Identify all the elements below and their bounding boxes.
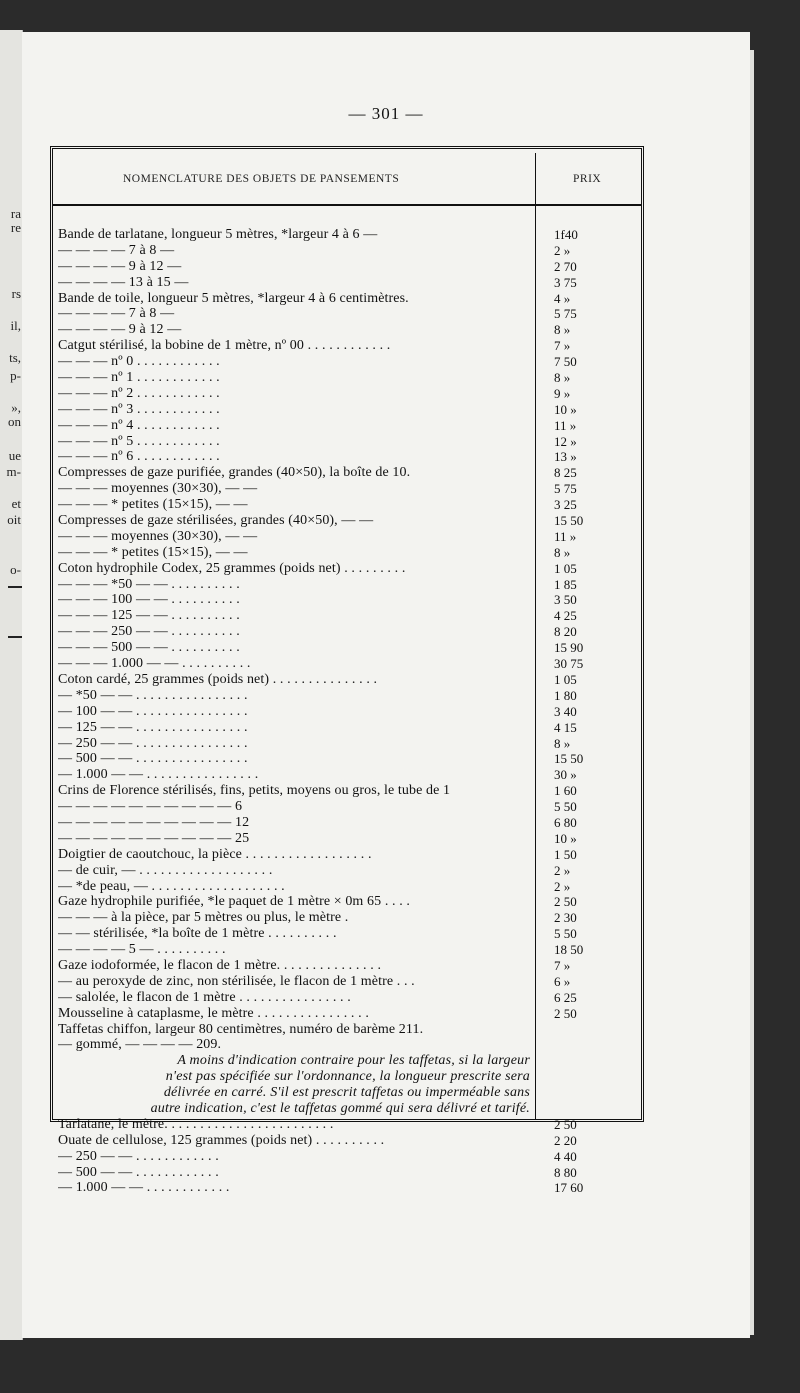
item-description: — — — * petites (15×15), — —	[58, 544, 248, 560]
table-row	[58, 910, 638, 926]
table-row	[58, 577, 638, 593]
item-price: 7 »	[554, 957, 571, 973]
column-header-nomenclature: NOMENCLATURE DES OBJETS DE PANSEMENTS	[123, 173, 400, 185]
item-price: 6 80	[554, 814, 577, 830]
left-page-text-fragment: ra	[10, 206, 21, 221]
item-description: — — — * petites (15×15), — —	[58, 497, 248, 513]
item-price: 4 25	[554, 608, 577, 624]
item-price: 1f40	[554, 227, 578, 242]
item-description: — — — 125 — — . . . . . . . . . .	[58, 608, 240, 624]
table-row	[58, 783, 638, 799]
left-page-text-fragment: m-	[6, 464, 21, 479]
item-price: 4 40	[554, 1148, 577, 1164]
item-price: 15 50	[554, 513, 584, 529]
item-price: 1 50	[554, 846, 577, 862]
item-description: Gaze hydrophile purifiée, *le paquet de 1 mètre × 0m 65 . . . .	[58, 894, 411, 910]
item-description: Compresses de gaze stérilisées, grandes (40×50), — —	[58, 513, 374, 529]
left-page-text-fragment: ts,	[9, 350, 21, 365]
column-header-price: PRIX	[573, 173, 602, 185]
item-price: 2 50	[554, 1005, 577, 1021]
table-row	[58, 386, 638, 402]
item-price: 2 50	[554, 894, 577, 910]
item-description: Doigtier de caoutchouc, la pièce . . . . . . . . . . . . . . . . . .	[58, 846, 372, 862]
table-row	[58, 529, 638, 545]
item-price: 7 »	[554, 338, 571, 354]
item-description: — 500 — — . . . . . . . . . . . .	[58, 1164, 219, 1180]
table-row	[58, 1006, 638, 1022]
table-row	[58, 879, 638, 895]
table-row	[58, 243, 638, 259]
table-row	[58, 1133, 638, 1149]
item-description: — — — moyennes (30×30), — —	[58, 528, 258, 544]
table-row	[58, 656, 638, 672]
item-price: 2 30	[554, 910, 577, 926]
item-description: — — — — — — — — — — 6	[58, 799, 243, 815]
item-price: 4 15	[554, 719, 577, 735]
item-price: 30 »	[554, 767, 577, 783]
item-price: 12 »	[554, 433, 577, 449]
left-page-text-fragment: il,	[10, 318, 21, 333]
table-note-line	[58, 1053, 638, 1069]
table-row	[58, 926, 638, 942]
table-row	[58, 227, 638, 243]
item-description: — — — nº 6 . . . . . . . . . . . .	[58, 449, 220, 465]
table-row	[58, 306, 638, 322]
item-description: autre indication, c'est le taffetas gommé qui sera délivré et tarifé.	[150, 1100, 530, 1116]
item-price: 18 50	[554, 942, 584, 958]
item-price: 17 60	[554, 1180, 584, 1196]
table-row	[58, 322, 638, 338]
table-row	[58, 402, 638, 418]
item-price: 8 25	[554, 465, 577, 481]
item-price: 2 »	[554, 242, 571, 258]
item-description: — — — nº 2 . . . . . . . . . . . .	[58, 385, 220, 401]
item-description: Mousseline à cataplasme, le mètre . . . . . . . . . . . . . . . .	[58, 1005, 369, 1021]
table-row	[58, 1149, 638, 1165]
table-row	[58, 434, 638, 450]
item-description: — — — à la pièce, par 5 mètres ou plus, le mètre .	[58, 910, 349, 926]
item-description: — — — — 13 à 15 —	[58, 274, 189, 290]
table-note-line	[58, 1101, 638, 1117]
table-row	[58, 720, 638, 736]
table-row	[58, 338, 638, 354]
item-description: — — — — — — — — — — 25	[58, 830, 250, 846]
item-description: — 100 — — . . . . . . . . . . . . . . . .	[58, 703, 248, 719]
item-description: délivrée en carré. S'il est prescrit taffetas ou imperméable sans	[163, 1085, 530, 1101]
table-row	[58, 958, 638, 974]
item-price: 8 »	[554, 544, 571, 560]
table-row	[58, 736, 638, 752]
item-description: — — — — 5 — . . . . . . . . . .	[58, 942, 226, 958]
book-page	[22, 32, 750, 1338]
item-description: Catgut stérilisé, la bobine de 1 mètre, nº 00 . . . . . . . . . . . .	[58, 338, 391, 354]
item-description: — 500 — — . . . . . . . . . . . . . . . .	[58, 751, 248, 767]
item-price: 8 80	[554, 1164, 577, 1180]
table-row	[58, 688, 638, 704]
table-row	[58, 672, 638, 688]
page-number: — 301 —	[348, 104, 424, 123]
table-row	[58, 1022, 638, 1038]
item-price: 3 25	[554, 497, 577, 513]
table-row	[58, 863, 638, 879]
item-price: 2 »	[554, 878, 571, 894]
table-row	[58, 1117, 638, 1133]
item-description: Crins de Florence stérilisés, fins, petits, moyens ou gros, le tube de 1	[58, 783, 451, 799]
item-description: — — — — — — — — — — 12	[58, 814, 250, 830]
table-row	[58, 1180, 638, 1196]
item-price: 15 90	[554, 640, 584, 656]
table-row	[58, 815, 638, 831]
item-description: — 250 — — . . . . . . . . . . . . . . . .	[58, 735, 248, 751]
item-price: 8 20	[554, 624, 577, 640]
item-price: 11 »	[554, 528, 577, 544]
table-row	[58, 275, 638, 291]
item-price: 7 50	[554, 354, 577, 370]
table-row	[58, 1165, 638, 1181]
item-price: 5 50	[554, 926, 577, 942]
previous-page-edge	[0, 30, 23, 1340]
table-row	[58, 354, 638, 370]
item-description: Taffetas chiffon, largeur 80 centimètres, numéro de barème 211.	[58, 1021, 424, 1037]
item-price: 1 05	[554, 671, 577, 687]
item-price: 8 »	[554, 322, 571, 338]
left-page-text-fragment: »,	[11, 400, 21, 415]
item-price: 2 »	[554, 862, 571, 878]
item-description: — — — *50 — — . . . . . . . . . .	[58, 576, 240, 592]
item-price: 13 »	[554, 449, 577, 465]
table-row	[58, 291, 638, 307]
item-description: — de cuir, — . . . . . . . . . . . . . . . . . . .	[58, 862, 273, 878]
item-description: — *50 — — . . . . . . . . . . . . . . . .	[58, 687, 248, 703]
item-description: — — — nº 5 . . . . . . . . . . . .	[58, 433, 220, 449]
item-price: 10 »	[554, 401, 577, 417]
left-page-text-fragment: et	[11, 496, 21, 511]
item-price: 2 20	[554, 1132, 577, 1148]
table-row	[58, 942, 638, 958]
left-page-text-fragment: rs	[11, 286, 21, 301]
item-description: Coton hydrophile Codex, 25 grammes (poids net) . . . . . . . . .	[58, 560, 406, 576]
item-description: — — — nº 3 . . . . . . . . . . . .	[58, 401, 220, 417]
item-description: — salolée, le flacon de 1 mètre . . . . . . . . . . . . . . . .	[58, 989, 351, 1005]
table-row	[58, 704, 638, 720]
item-price: 5 50	[554, 799, 577, 815]
item-description: Coton cardé, 25 grammes (poids net) . . . . . . . . . . . . . . .	[58, 671, 378, 687]
item-description: A moins d'indication contraire pour les taffetas, si la largeur	[177, 1053, 530, 1069]
item-description: — *de peau, — . . . . . . . . . . . . . . . . . . .	[58, 878, 285, 894]
price-table	[50, 146, 644, 1196]
item-description: Compresses de gaze purifiée, grandes (40×50), la boîte de 10.	[58, 465, 411, 481]
table-row	[58, 974, 638, 990]
table-row	[58, 990, 638, 1006]
table-row	[58, 894, 638, 910]
table-row	[58, 465, 638, 481]
item-description: Tarlatane, le mètre. . . . . . . . . . . . . . . . . . . . . . . .	[58, 1116, 334, 1132]
item-price: 11 »	[554, 417, 577, 433]
item-description: — gommé, — — — — 209.	[58, 1037, 222, 1053]
item-description: — 125 — — . . . . . . . . . . . . . . . .	[58, 719, 248, 735]
table-row	[58, 608, 638, 624]
table-row	[58, 640, 638, 656]
item-price: 3 75	[554, 274, 577, 290]
item-price: 1 85	[554, 576, 577, 592]
item-description: — 1.000 — — . . . . . . . . . . . .	[58, 1180, 230, 1196]
item-price: 1 60	[554, 783, 577, 799]
item-price: 2 70	[554, 258, 577, 274]
item-price: 10 »	[554, 830, 577, 846]
table-row	[58, 1037, 638, 1053]
item-price: 4 »	[554, 290, 571, 306]
table-body	[58, 227, 638, 1196]
item-description: — — — — 9 à 12 —	[58, 258, 182, 274]
table-note-line	[58, 1085, 638, 1101]
item-description: — — — — 7 à 8 —	[58, 306, 175, 322]
item-description: Ouate de cellulose, 125 grammes (poids net) . . . . . . . . . .	[58, 1132, 385, 1148]
item-description: — — stérilisée, *la boîte de 1 mètre . . . . . . . . . .	[58, 926, 337, 942]
left-page-text-fragment: p-	[10, 368, 21, 383]
table-row	[58, 449, 638, 465]
table-row	[58, 767, 638, 783]
item-price: 8 »	[554, 370, 571, 386]
header-rule	[53, 204, 641, 206]
item-price: 5 75	[554, 306, 577, 322]
table-row	[58, 751, 638, 767]
table-row	[58, 624, 638, 640]
item-description: n'est pas spécifiée sur l'ordonnance, la longueur prescrite sera	[165, 1069, 530, 1085]
left-page-text-fragment: re	[10, 220, 21, 235]
item-description: — — — 1.000 — — . . . . . . . . . .	[58, 656, 251, 672]
table-row	[58, 481, 638, 497]
table-row	[58, 847, 638, 863]
left-page-text-fragment: o-	[10, 562, 21, 577]
table-row	[58, 831, 638, 847]
table-row	[58, 799, 638, 815]
left-page-text-fragment: on	[8, 414, 21, 429]
item-price: 8 »	[554, 735, 571, 751]
item-price: 30 75	[554, 656, 584, 672]
item-description: — — — moyennes (30×30), — —	[58, 481, 258, 497]
left-page-text-fragment: ue	[8, 448, 21, 463]
table-row	[58, 545, 638, 561]
item-description: — — — — 7 à 8 —	[58, 242, 175, 258]
item-description: Bande de tarlatane, longueur 5 mètres, *largeur 4 à 6 —	[58, 227, 378, 242]
item-description: — — — 100 — — . . . . . . . . . .	[58, 592, 240, 608]
item-description: — — — 250 — — . . . . . . . . . .	[58, 624, 240, 640]
left-page-text-fragment: oit	[7, 512, 21, 527]
item-description: Bande de toile, longueur 5 mètres, *largeur 4 à 6 centimètres.	[58, 290, 409, 306]
item-description: — 1.000 — — . . . . . . . . . . . . . . . .	[58, 767, 259, 783]
table-row	[58, 592, 638, 608]
item-price: 5 75	[554, 481, 577, 497]
item-price: 15 50	[554, 751, 584, 767]
item-description: — — — nº 4 . . . . . . . . . . . .	[58, 417, 220, 433]
item-price: 6 »	[554, 973, 571, 989]
table-row	[58, 561, 638, 577]
table-row	[58, 259, 638, 275]
item-description: Gaze iodoformée, le flacon de 1 mètre. . . . . . . . . . . . . . .	[58, 957, 382, 973]
item-price: 3 40	[554, 703, 577, 719]
item-description: — — — — 9 à 12 —	[58, 322, 182, 338]
left-page-rule	[8, 586, 22, 588]
item-description: — — — nº 1 . . . . . . . . . . . .	[58, 370, 220, 386]
table-row	[58, 418, 638, 434]
item-price: 3 50	[554, 592, 577, 608]
table-note-line	[58, 1069, 638, 1085]
table-row	[58, 370, 638, 386]
item-price: 1 05	[554, 560, 577, 576]
item-price: 9 »	[554, 385, 571, 401]
item-price: 6 25	[554, 989, 577, 1005]
left-page-rule	[8, 636, 22, 638]
item-description: — — — nº 0 . . . . . . . . . . . .	[58, 354, 220, 370]
item-description: — — — 500 — — . . . . . . . . . .	[58, 640, 240, 656]
item-description: — au peroxyde de zinc, non stérilisée, le flacon de 1 mètre . . .	[58, 973, 415, 989]
table-row	[58, 497, 638, 513]
table-row	[58, 513, 638, 529]
item-price: 1 80	[554, 687, 577, 703]
item-price: 2 50	[554, 1116, 577, 1132]
item-description: — 250 — — . . . . . . . . . . . .	[58, 1148, 219, 1164]
